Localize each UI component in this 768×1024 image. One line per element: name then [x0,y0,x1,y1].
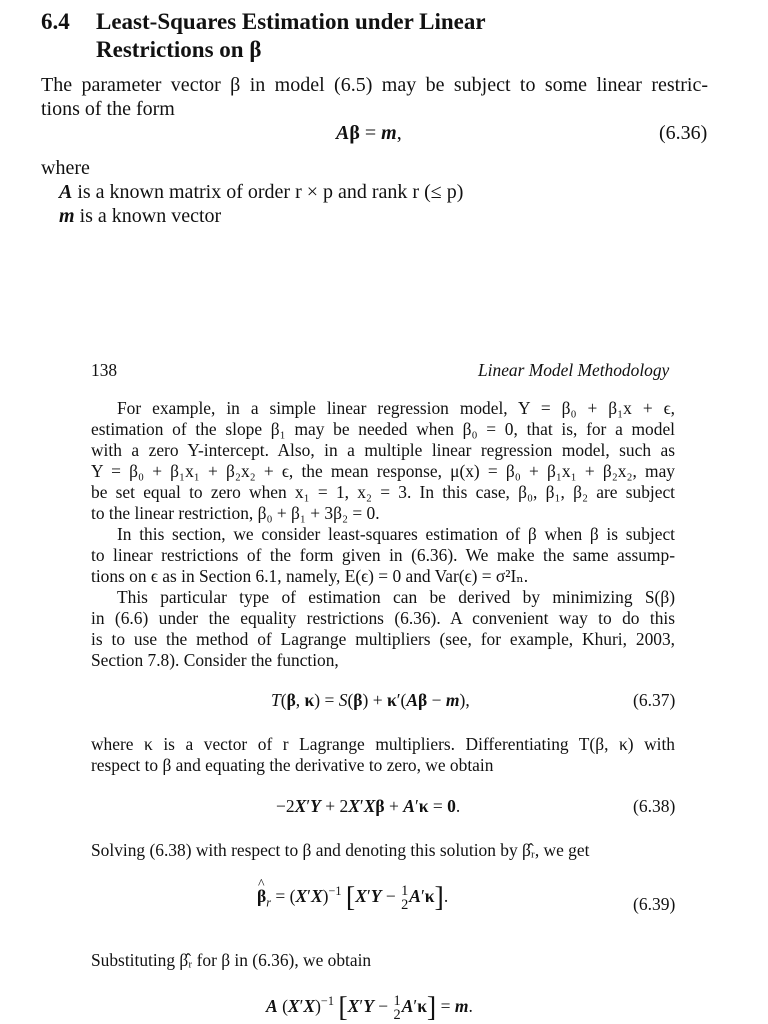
equation-6-36: Aβ = m, [336,122,402,144]
paragraph-3-line-3: is to use the method of Lagrange multipliers (see, for example, Khuri, 2003, [91,629,675,649]
where-item-m-text: is a known vector [79,205,222,227]
equation-label-6-37: (6.37) [633,690,676,710]
equation-label-6-38: (6.38) [633,796,676,816]
paragraph-3-line-1: This particular type of estimation can be derived by minimizing S(β) [117,587,675,607]
paragraph-2-line-2: to linear restrictions of the form given in (6.36). We make the same assump- [91,545,675,565]
where-item-m-symbol: m [59,205,75,227]
top-paragraph-line-2: tions of the form [41,98,175,120]
equation-label-6-39: (6.39) [633,894,676,914]
where-item-A [59,180,463,204]
paragraph-1-line-6: to the linear restriction, β₀ + β₁ + 3β₂ = 0. [91,503,380,523]
section-title-line-2: Restrictions on β [96,37,262,62]
paragraph-4-line-1: where κ is a vector of r Lagrange multipliers. Differentiating T(β, κ) with [91,734,675,754]
paragraph-2-line-1: In this section, we consider least-squares estimation of β when β is subject [117,524,675,544]
where-label: where [41,157,90,179]
paragraph-1-line-4: Y = β₀ + β₁x₁ + β₂x₂ + ϵ, the mean response, μ(x) = β₀ + β₁x₁ + β₂x₂, may [91,461,675,481]
equation-6-37: T(β, κ) = S(β) + κ′(Aβ − m), [271,690,470,710]
paragraph-1-line-5: be set equal to zero when x₁ = 1, x₂ = 3. In this case, β₀, β₁, β₂ are subject [91,482,675,502]
top-paragraph-line-1: The parameter vector β in model (6.5) may be subject to some linear restric- [41,74,708,96]
running-head-title: Linear Model Methodology [478,360,670,380]
equation-6-39: ^ $\beta_r = (X'X)^{-1}$ [X′Y − 1 2 A′κ]. [257,882,448,914]
paragraph-5: Solving (6.38) with respect to β and denoting this solution by β̂ᵣ, we get [91,840,590,860]
paragraph-4-line-2: respect to β and equating the derivative to zero, we obtain [91,755,494,775]
paragraph-2-line-3: tions on ϵ as in Section 6.1, namely, E(ϵ) = 0 and Var(ϵ) = σ²Iₙ. [91,566,529,586]
where-item-A-text: is a known matrix of order r × p and rank r (≤ p) [77,181,464,203]
page-number: 138 [91,360,118,380]
paragraph-1-line-3: with a zero Y-intercept. Also, in a multiple linear regression model, such as [91,440,675,460]
equation-unlabeled: A $(X'X)^{-1}$ [X′Y − 1 2 A′κ] = m. [266,992,473,1023]
section-number: 6.4 [41,9,70,34]
equation-label-6-36: (6.36) [659,122,708,144]
equation-6-38: −2X′Y + 2X′Xβ + A′κ = 0. [276,796,461,816]
paragraph-3-line-2: in (6.6) under the equality restrictions (6.36). A convenient way to do this [91,608,675,628]
paragraph-6: Substituting β̂ᵣ for β in (6.36), we obtain [91,950,372,970]
section-title-line-1: Least-Squares Estimation under Linear [96,9,486,34]
paragraph-3-line-4: Section 7.8). Consider the function, [91,650,339,670]
paragraph-1-line-1: For example, in a simple linear regression model, Y = β₀ + β₁x + ϵ, [117,398,675,418]
paragraph-1-line-2: estimation of the slope β₁ may be needed when β₀ = 0, that is, for a model [91,419,675,439]
where-item-m [59,204,221,228]
where-item-A-symbol: A [59,181,73,203]
